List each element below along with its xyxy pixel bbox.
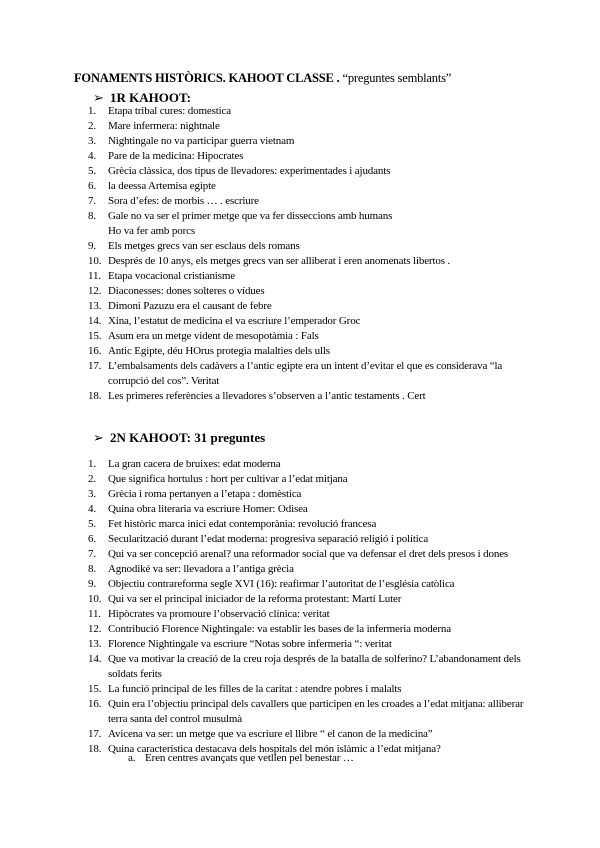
item-text: Després de 10 anys, els metges grecs van ser alliberat i eren anomenats libertos . [108,255,451,267]
list-item [74,682,534,697]
item-number: 9. [88,240,96,252]
item-text: Dimoni Pazuzu era el causant de febre [108,300,272,312]
item-text: L’embalsaments dels cadàvers a l’antic egipte era un intent d’evitar el que es considerava “la corrupció del cos”. Veritat [108,360,503,387]
item-text: Que va motivar la creació de la creu roja després de la batalla de solferino? L’abandonament dels soldats ferits [108,653,521,680]
list-item [74,607,534,622]
section-heading-text: 2N KAHOOT: 31 preguntes [110,430,266,445]
item-text: Quina obra literaria va escriure Homer: Odisea [108,503,308,515]
item-text: Fet històric marca inici edat contemporània: revolució francesa [108,518,377,530]
item-text: Asum era un metge vident de mesopotàmia : Fals [108,330,319,342]
list-item [74,254,534,269]
list-item [74,269,534,284]
item-text: Grècia clàssica, dos tipus de llevadores: experimentades i ajudants [108,165,391,177]
item-text: Les primeres referències a llevadores s’observen a l’antic testaments . Cert [108,390,426,402]
list-item [74,149,534,164]
item-number: 8. [88,563,96,575]
item-text: Gale no va ser el primer metge que va fer disseccions amb humans [108,210,393,222]
title-bold: FONAMENTS HISTÒRICS. KAHOOT CLASSE . [74,71,340,85]
list-item [74,562,534,577]
list-item [74,314,534,329]
item-text: Qui va ser concepció arenal? una reformador social que va defensar el dret dels presos i dones [108,548,509,560]
list-item [74,194,534,209]
item-number: 17. [88,728,102,740]
item-text: Contribució Florence Nightingale: va establir les bases de la infermeria moderna [108,623,451,635]
item-continuation: Ho va fer amb porcs [108,225,195,237]
item-number: 3. [88,488,96,500]
section-heading-2 [93,430,265,446]
item-text: Quin era l’objectiu principal dels cavallers que participen en les croades a l’edat mitjana: alliberar terra santa del control musulmà [108,698,524,725]
item-number: 1. [88,458,96,470]
item-text: Etapa tribal cures: domestica [108,105,232,117]
item-number: 17. [88,360,102,372]
list-item [74,359,534,389]
list-item [74,179,534,194]
item-number: 12. [88,285,102,297]
item-text: La gran cacera de bruixes: edat moderna [108,458,281,470]
question-list-1 [74,104,534,404]
list-item [74,727,534,742]
item-number: 3. [88,135,96,147]
item-number: 13. [88,638,102,650]
item-text: Mare infermera: nightnale [108,120,220,132]
item-text: Grècia i roma pertanyen a l’etapa : domèstica [108,488,302,500]
list-item [74,284,534,299]
sub-item-letter: a. [128,752,136,764]
item-text: Secularització durant l’edat moderna: progresiva separació religió i política [108,533,429,545]
list-item [74,164,534,179]
list-item [74,119,534,134]
item-text: Quina característica destacava dels hospitals del món islàmic a l’edat mitjana? [108,743,441,755]
item-text: Que significa hortulus : hort per cultivar a l’edat mitjana [108,473,348,485]
item-number: 11. [88,608,101,620]
page-title [74,71,451,86]
item-number: 14. [88,653,102,665]
item-number: 14. [88,315,102,327]
item-number: 7. [88,195,96,207]
section-heading-text: 1R KAHOOT: [110,90,192,105]
list-item [74,209,534,239]
item-number: 1. [88,105,96,117]
list-item [74,104,534,119]
item-text: Nightingale no va participar guerra vietnam [108,135,295,147]
item-text: Els metges grecs van ser esclaus dels romans [108,240,300,252]
item-number: 5. [88,518,96,530]
item-text: la deessa Artemisa egipte [108,180,216,192]
item-number: 16. [88,345,102,357]
list-item [74,637,534,652]
item-number: 13. [88,300,102,312]
item-text: Hipòcrates va promoure l’observació clínica: veritat [108,608,330,620]
sub-item-text: Eren centres avançats que vetllen pel benestar … [145,752,354,764]
list-item [74,577,534,592]
list-item [74,532,534,547]
item-text: Diaconesses: dones solteres o vídues [108,285,265,297]
item-number: 4. [88,150,96,162]
list-item [74,457,534,472]
item-text: La funció principal de les filles de la caritat : atendre pobres i malalts [108,683,402,695]
item-number: 16. [88,698,102,710]
list-item [74,472,534,487]
item-number: 15. [88,330,102,342]
list-item [74,487,534,502]
item-text: Antic Egipte, déu HOrus protegia malalties dels ulls [108,345,330,357]
item-number: 9. [88,578,96,590]
item-text: Objectiu contrareforma segle XVI (16): reafirmar l’autoritat de l’església catòlica [108,578,455,590]
list-item [74,697,534,727]
item-text: Xina, l’estatut de medicina el va escriure l’emperador Groc [108,315,361,327]
question-list-2 [74,457,534,757]
item-text: Agnodiké va ser: llevadora a l’antiga grècia [108,563,294,575]
item-number: 10. [88,255,102,267]
item-text: Sora d’efes: de morbis … . escriure [108,195,259,207]
item-number: 10. [88,593,102,605]
list-item [74,239,534,254]
item-number: 6. [88,180,96,192]
list-item [74,547,534,562]
item-number: 18. [88,743,102,755]
item-number: 5. [88,165,96,177]
item-text: Etapa vocacional cristianisme [108,270,235,282]
list-item [74,652,534,682]
list-item [74,299,534,314]
item-text: Pare de la medicina: Hipocrates [108,150,244,162]
item-number: 12. [88,623,102,635]
list-item [74,344,534,359]
arrow-bullet-icon: ➢ [93,430,104,445]
list-item [74,329,534,344]
item-number: 15. [88,683,102,695]
item-number: 8. [88,210,96,222]
list-item [74,134,534,149]
item-text: Avicena va ser: un metge que va escriure el llibre “ el canon de la medicina” [108,728,433,740]
list-item [74,517,534,532]
title-rest: “preguntes semblants” [339,71,452,85]
item-number: 2. [88,473,96,485]
item-text: Qui va ser el principal iniciador de la reforma protestant: Martí Luter [108,593,402,605]
list-item [74,389,534,404]
item-number: 4. [88,503,96,515]
sub-list-item [128,752,354,764]
item-number: 11. [88,270,101,282]
item-number: 18. [88,390,102,402]
item-number: 2. [88,120,96,132]
item-number: 7. [88,548,96,560]
item-text: Florence Nightingale va escriure “Notas sobre infermeria “: veritat [108,638,392,650]
arrow-bullet-icon: ➢ [93,90,104,105]
item-number: 6. [88,533,96,545]
list-item [74,592,534,607]
list-item [74,502,534,517]
list-item [74,622,534,637]
